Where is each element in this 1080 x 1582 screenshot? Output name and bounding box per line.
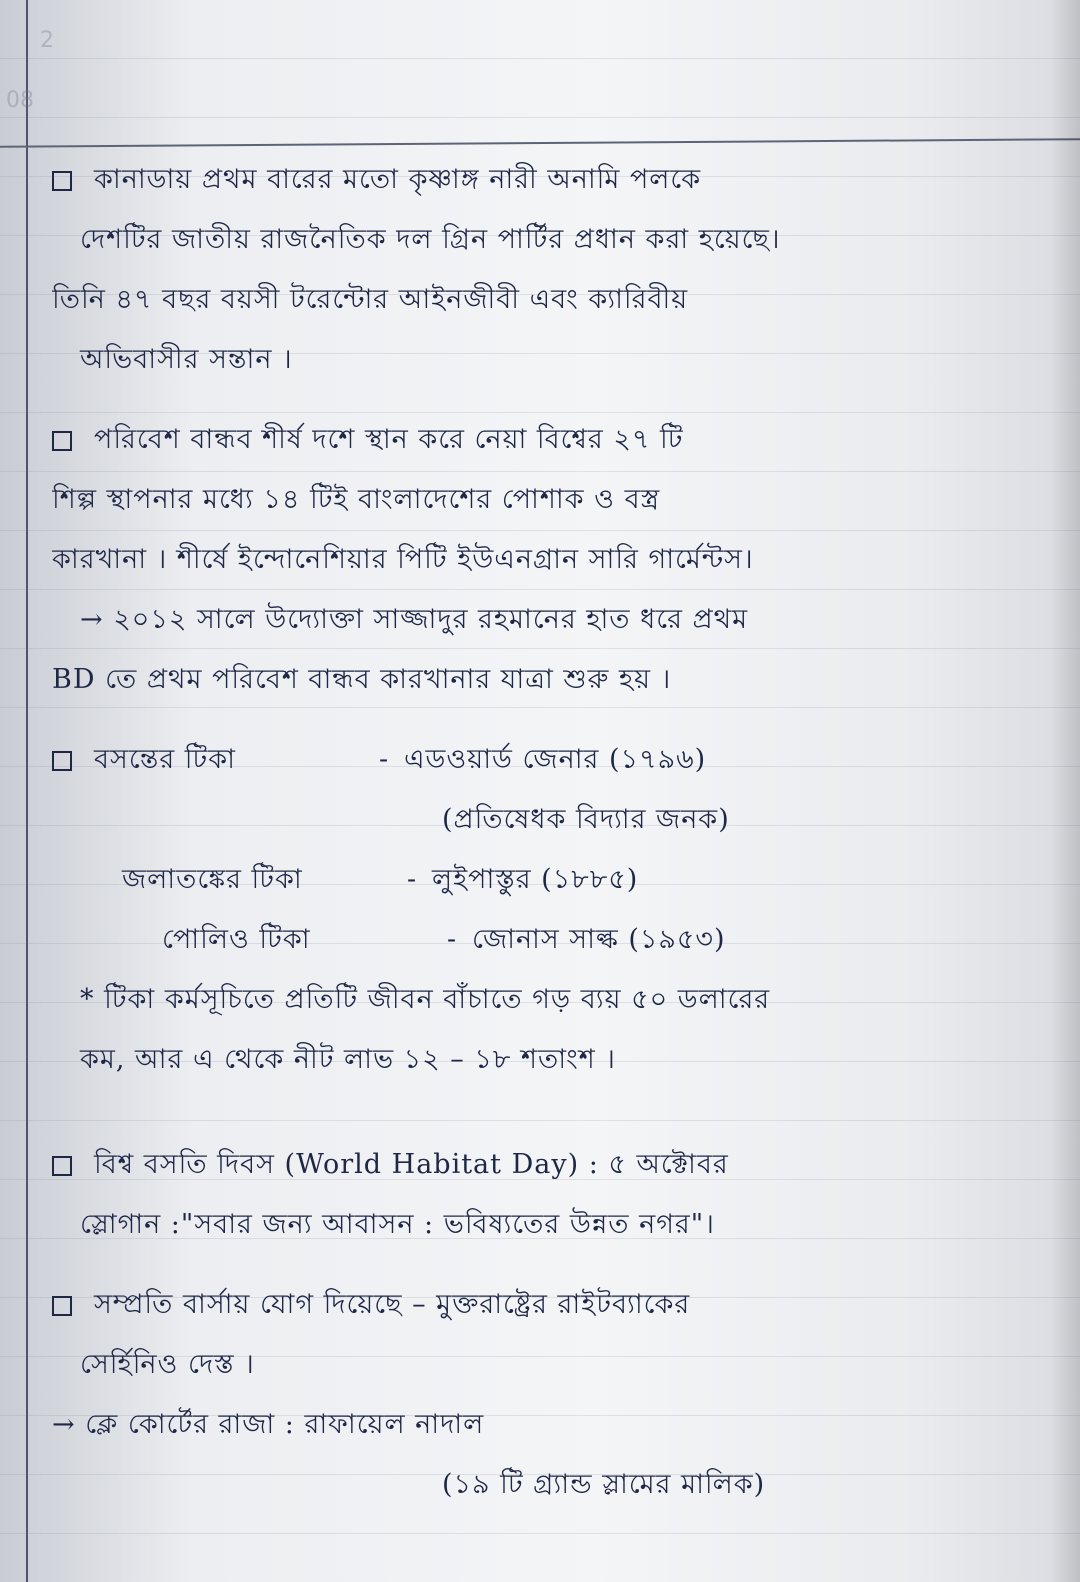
- note-line: কানাডায় প্রথম বারের মতো কৃষ্ণাঙ্গ নারী অনামি পলকে: [52, 150, 1037, 210]
- note-line: অভিবাসীর সন্তান ।: [80, 344, 293, 375]
- note-line: (১৯ টি গ্র্যান্ড স্লামের মালিক): [442, 1469, 766, 1500]
- vaccine-row: জলাতঙ্কের টিকা - লুইপাস্তুর (১৮৮৫): [52, 850, 1037, 910]
- note-line: শিল্প স্থাপনার মধ্যে ১৪ টিই বাংলাদেশের পোশাক ও বস্ত্র: [52, 484, 661, 515]
- note-clay-court-king: [52, 1395, 1037, 1515]
- note-line: সম্প্রতি বার্সায় যোগ দিয়েছে – মুক্তরাষ্ট্রের রাইটব্যাকের: [52, 1275, 1037, 1335]
- note-line: কম, আর এ থেকে নীট লাভ ১২ – ১৮ শতাংশ ।: [80, 1044, 616, 1075]
- checkbox-bullet-icon: [52, 1156, 72, 1176]
- page-edge-shadow: [1050, 0, 1080, 1582]
- margin-mark: 2: [40, 28, 54, 53]
- note-arrow-line: → ক্লে কোর্টের রাজা : রাফায়েল নাদাল: [52, 1409, 485, 1440]
- note-barca-signing: [52, 1275, 1037, 1395]
- vaccine-inventor: জোনাস সাল্ক (১৯৫৩): [472, 924, 726, 955]
- note-green-factories: [52, 410, 1037, 710]
- note-line: সের্হিনিও দেস্ত ।: [80, 1349, 255, 1380]
- note-arrow-line: → ২০১২ সালে উদ্যোক্তা সাজ্জাদুর রহমানের হাত ধরে প্রথম: [80, 604, 749, 635]
- vaccine-inventor: লুইপাস্তুর (১৮৮৫): [432, 864, 639, 895]
- note-line: তিনি ৪৭ বছর বয়সী টরেন্টোর আইনজীবী এবং ক্যারিবীয়: [52, 284, 689, 315]
- note-canada-green-party: [52, 150, 1037, 390]
- vaccine-name: জলাতঙ্কের টিকা: [122, 864, 303, 895]
- note-line: বিশ্ব বসতি দিবস (World Habitat Day) : ৫ অক্টোবর: [52, 1135, 1037, 1195]
- note-world-habitat-day: [52, 1135, 1037, 1255]
- vaccine-name: পোলিও টিকা: [162, 924, 311, 955]
- checkbox-bullet-icon: [52, 171, 72, 191]
- vaccine-inventor: এডওয়ার্ড জেনার (১৭৯৬): [404, 744, 707, 775]
- top-rule: [0, 138, 1080, 148]
- checkbox-bullet-icon: [52, 431, 72, 451]
- vaccine-name: বসন্তের টিকা: [94, 744, 236, 775]
- margin-mark: 08: [6, 88, 34, 113]
- note-vaccines: [52, 730, 1037, 1090]
- note-line: কারখানা । শীর্ষে ইন্দোনেশিয়ার পিটি ইউএনগ্রান সারি গার্মেন্টস।: [52, 544, 754, 575]
- note-line: দেশটির জাতীয় রাজনৈতিক দল গ্রিন পার্টির প্রধান করা হয়েছে।: [80, 224, 781, 255]
- vaccine-row: পোলিও টিকা - জোনাস সাল্ক (১৯৫৩): [52, 910, 1037, 970]
- checkbox-bullet-icon: [52, 751, 72, 771]
- vaccine-note: (প্রতিষেধক বিদ্যার জনক): [442, 804, 730, 835]
- note-line: স্লোগান :"সবার জন্য আবাসন : ভবিষ্যতের উন্নত নগর"।: [80, 1209, 715, 1240]
- vaccine-row: বসন্তের টিকা - এডওয়ার্ড জেনার (১৭৯৬): [52, 730, 1037, 790]
- note-line: BD তে প্রথম পরিবেশ বান্ধব কারখানার যাত্রা শুরু হয় ।: [52, 664, 672, 695]
- checkbox-bullet-icon: [52, 1296, 72, 1316]
- note-line: পরিবেশ বান্ধব শীর্ষ দশে স্থান করে নেয়া বিশ্বের ২৭ টি: [52, 410, 1037, 470]
- margin-line: [26, 0, 28, 1582]
- note-star-line: * টিকা কর্মসূচিতে প্রতিটি জীবন বাঁচাতে গড় ব্যয় ৫০ ডলারের: [80, 984, 771, 1015]
